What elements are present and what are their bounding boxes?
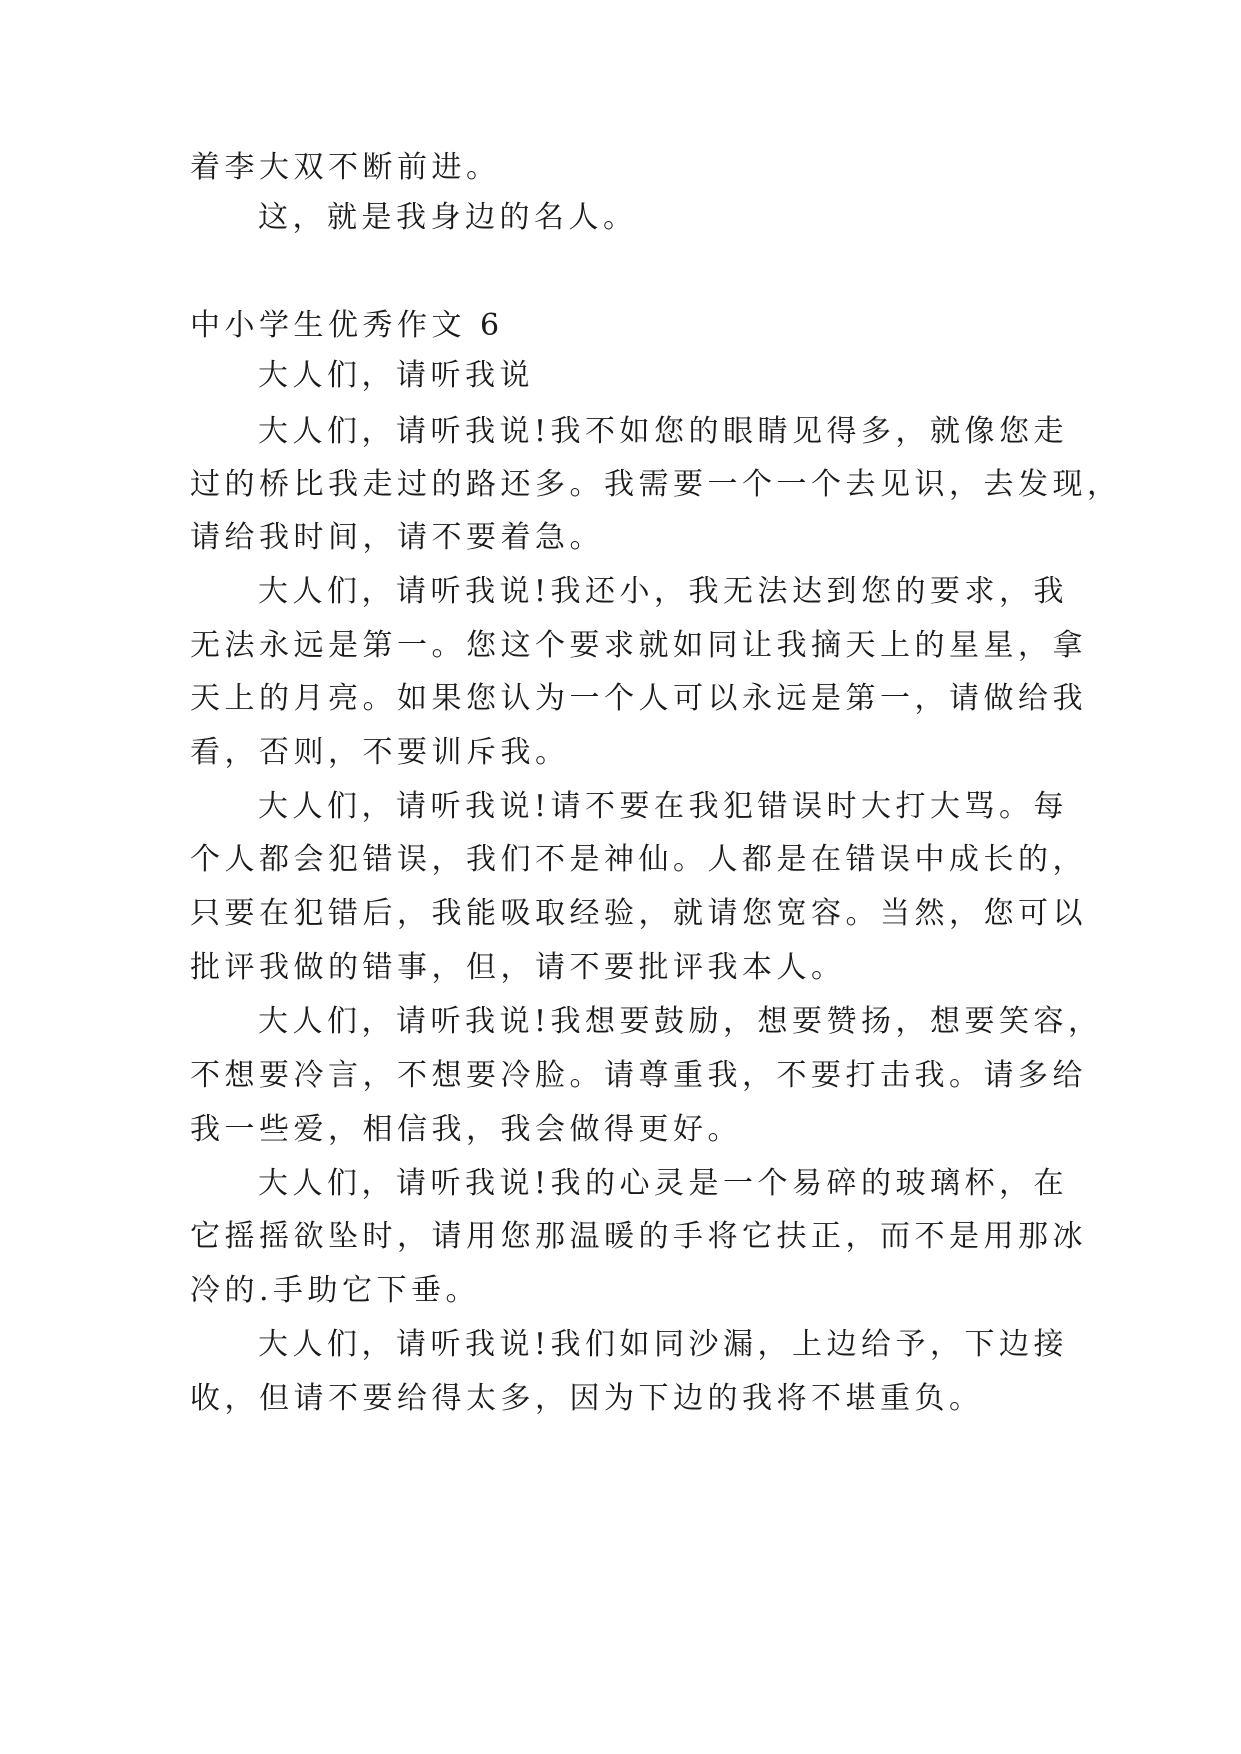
text-line: 请给我时间，请不要着急。 (190, 520, 604, 555)
text-line: 批评我做的错事，但，请不要批评我本人。 (190, 950, 846, 985)
text-line: 看，否则，不要训斥我。 (190, 735, 570, 770)
text-line: 个人都会犯错误，我们不是神仙。人都是在错误中成长的， (190, 842, 1087, 877)
section-title: 中小学生优秀作文 6 (190, 308, 504, 343)
essay-title: 大人们，请听我说 (258, 358, 534, 393)
text-line: 冷的.手助它下垂。 (190, 1273, 481, 1308)
text-line: 大人们，请听我说!我想要鼓励，想要赞扬，想要笑容， (258, 1004, 1103, 1039)
text-line: 着李大双不断前进。 (190, 150, 501, 185)
text-line: 这，就是我身边的名人。 (258, 200, 638, 235)
text-line: 收，但请不要给得太多，因为下边的我将不堪重负。 (190, 1381, 984, 1416)
text-line: 大人们，请听我说!我不如您的眼睛见得多，就像您走 (258, 414, 1069, 449)
text-line: 不想要冷言，不想要冷脸。请尊重我，不要打击我。请多给 (190, 1058, 1087, 1093)
text-line: 过的桥比我走过的路还多。我需要一个一个去见识，去发现， (190, 467, 1122, 502)
text-line: 大人们，请听我说!我的心灵是一个易碎的玻璃杯，在 (258, 1166, 1069, 1201)
text-line: 我一些爱，相信我，我会做得更好。 (190, 1112, 742, 1147)
text-line: 只要在犯错后，我能吸取经验，就请您宽容。当然，您可以 (190, 896, 1087, 931)
text-line: 无法永远是第一。您这个要求就如同让我摘天上的星星，拿 (190, 628, 1087, 663)
text-line: 大人们，请听我说!请不要在我犯错误时大打大骂。每 (258, 789, 1069, 824)
text-line: 大人们，请听我说!我还小，我无法达到您的要求，我 (258, 574, 1069, 609)
text-line: 大人们，请听我说!我们如同沙漏，上边给予，下边接 (258, 1327, 1069, 1362)
text-line: 天上的月亮。如果您认为一个人可以永远是第一，请做给我 (190, 681, 1087, 716)
text-line: 它摇摇欲坠时，请用您那温暖的手将它扶正，而不是用那冰 (190, 1219, 1087, 1254)
